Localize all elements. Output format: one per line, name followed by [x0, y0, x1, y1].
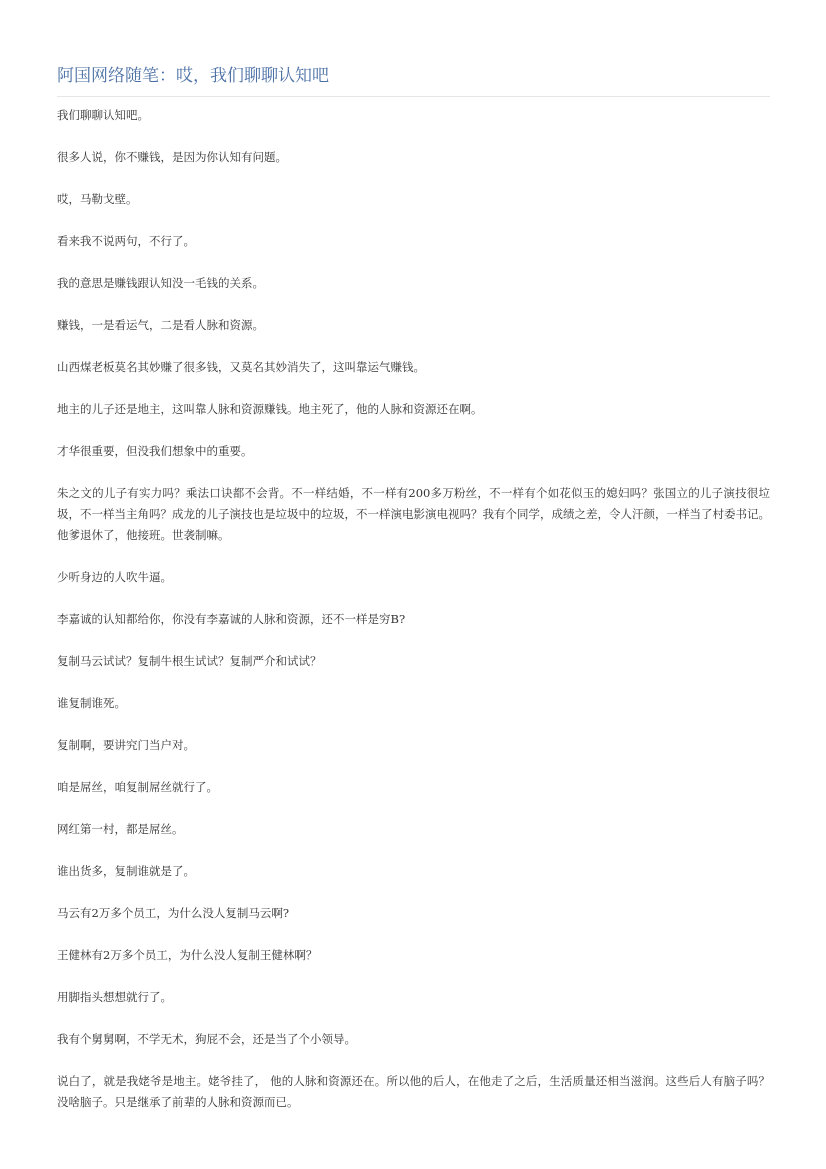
paragraph: 李嘉诚的认知都给你，你没有李嘉诚的人脉和资源，还不一样是穷B? [57, 612, 406, 626]
paragraph: 王健林有2万多个员工，为什么没人复制王健林啊？ [57, 948, 318, 962]
paragraph: 哎，马勒戈壁。 [57, 192, 138, 206]
paragraph: 网红第一村，都是屌丝。 [57, 822, 184, 836]
paragraph: 我们聊聊认知吧。 [57, 108, 149, 122]
paragraph: 谁复制谁死。 [57, 696, 126, 710]
paragraph: 说白了，就是我姥爷是地主。姥爷挂了， 他的人脉和资源还在。所以他的后人，在他走了之后，生活质量还相当滋润。这些后人有脑子吗？没啥脑子。只是继承了前辈的人脉和资源而已。 [57, 1074, 770, 1109]
paragraph: 朱之文的儿子有实力吗？乘法口诀都不会背。不一样结婚，不一样有200多万粉丝，不一样有个如花似玉的媳妇吗？张国立的儿子演技很垃圾，不一样当主角吗？成龙的儿子演技也是垃圾中的垃圾，不一样演电影演电视吗？我有个同学，成绩之差，令人汗颜，一样当了村委书记。他爹退休了，他接班。世袭制嘛。 [57, 486, 770, 542]
paragraph: 地主的儿子还是地主，这叫靠人脉和资源赚钱。地主死了，他的人脉和资源还在啊。 [57, 402, 483, 416]
paragraph: 谁出货多，复制谁就是了。 [57, 864, 195, 878]
paragraph: 我的意思是赚钱跟认知没一毛钱的关系。 [57, 276, 264, 290]
paragraph: 我有个舅舅啊，不学无术，狗屁不会，还是当了个小领导。 [57, 1032, 356, 1046]
paragraph: 复制马云试试？复制牛根生试试？复制严介和试试？ [57, 654, 322, 668]
article-title: 阿国网络随笔：哎，我们聊聊认知吧 [57, 62, 770, 97]
paragraph: 咱是屌丝，咱复制屌丝就行了。 [57, 780, 218, 794]
paragraph: 山西煤老板莫名其妙赚了很多钱，又莫名其妙消失了，这叫靠运气赚钱。 [57, 360, 425, 374]
paragraph: 少听身边的人吹牛逼。 [57, 570, 172, 584]
paragraph: 复制啊，要讲究门当户对。 [57, 738, 195, 752]
paragraph: 看来我不说两句，不行了。 [57, 234, 195, 248]
paragraph: 马云有2万多个员工，为什么没人复制马云啊? [57, 906, 289, 920]
paragraph: 用脚指头想想就行了。 [57, 990, 172, 1004]
paragraph: 才华很重要，但没我们想象中的重要。 [57, 444, 253, 458]
article [57, 62, 770, 1134]
paragraph: 很多人说，你不赚钱，是因为你认知有问题。 [57, 150, 287, 164]
paragraph: 赚钱，一是看运气，二是看人脉和资源。 [57, 318, 264, 332]
article-body [57, 105, 770, 1113]
